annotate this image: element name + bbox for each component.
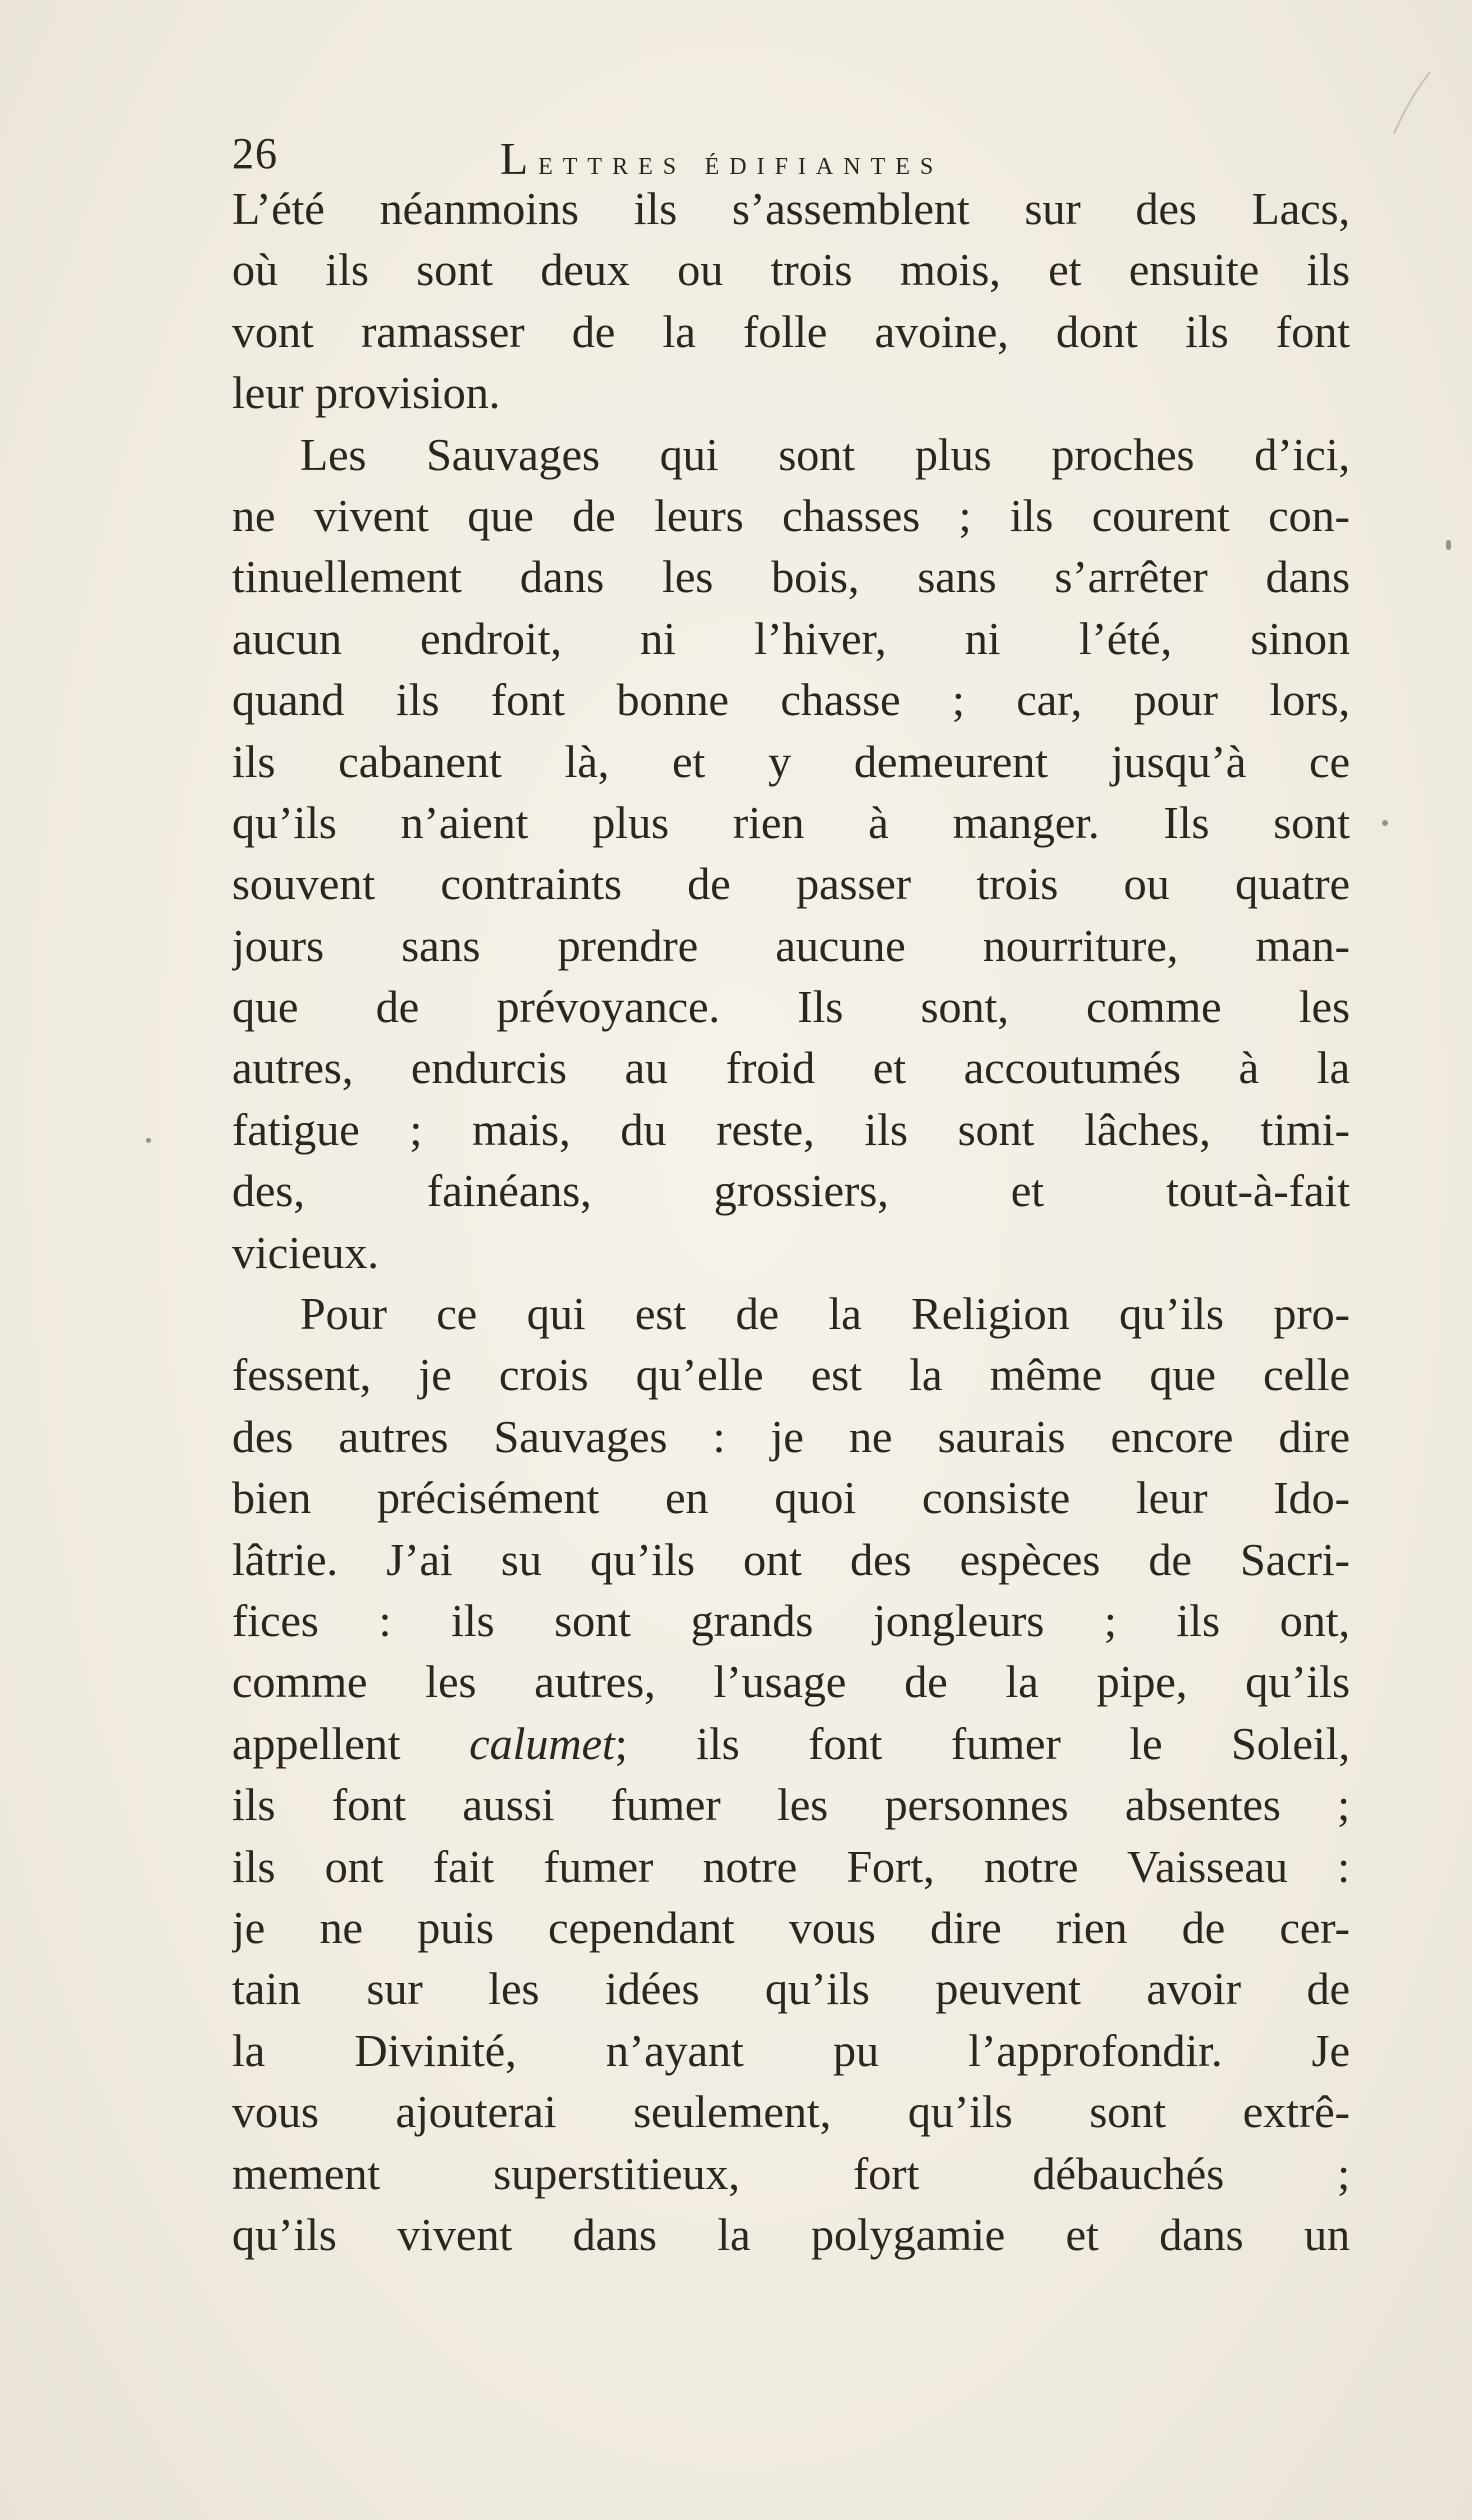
text-line: lâtrie. J’ai su qu’ils ont des espèces de Sacri- [232, 1533, 1350, 1585]
text-line: autres, endurcis au froid et accoutumés à la [232, 1042, 1350, 1094]
text-line: ils ont fait fumer notre Fort, notre Vaisseau : [232, 1840, 1350, 1892]
paragraph-start-line: Pour ce qui est de la Religion qu’ils pro- [300, 1288, 1350, 1340]
running-title: Lettres édifiantes [500, 133, 944, 184]
text-line: vont ramasser de la folle avoine, dont ils font [232, 305, 1350, 357]
text-line: des, fainéans, grossiers, et tout-à-fait [232, 1165, 1350, 1217]
text-line: jours sans prendre aucune nourriture, man- [232, 919, 1350, 971]
text-line: tain sur les idées qu’ils peuvent avoir de [232, 1963, 1350, 2015]
text-line: vicieux. [232, 1226, 379, 1278]
text-line: comme les autres, l’usage de la pipe, qu’ils [232, 1656, 1350, 1708]
text-line: où ils sont deux ou trois mois, et ensuite ils [232, 244, 1350, 296]
text-line: je ne puis cependant vous dire rien de cer- [232, 1901, 1350, 1953]
text-line: la Divinité, n’ayant pu l’approfondir. Je [232, 2024, 1350, 2076]
italic-word: calumet [469, 1717, 615, 1769]
paper-speck [1382, 820, 1388, 826]
paper-speck [146, 1138, 151, 1143]
paragraph-start-line: Les Sauvages qui sont plus proches d’ici, [300, 428, 1350, 480]
paper-speck [1446, 540, 1451, 550]
body-text [232, 178, 1350, 2265]
text-line: fices : ils sont grands jongleurs ; ils ont, [232, 1594, 1350, 1646]
text-line: qu’ils n’aient plus rien à manger. Ils sont [232, 796, 1350, 848]
text-line: bien précisément en quoi consiste leur Ido- [232, 1472, 1350, 1524]
text-line: appellent calumet; ils font fumer le Soleil, [232, 1717, 1350, 1769]
text-line: ils font aussi fumer les personnes absentes ; [232, 1779, 1350, 1831]
text-line: fessent, je crois qu’elle est la même que celle [232, 1349, 1350, 1401]
text-line: ne vivent que de leurs chasses ; ils courent con- [232, 489, 1350, 541]
text-line: que de prévoyance. Ils sont, comme les [232, 981, 1350, 1033]
text-line: des autres Sauvages : je ne saurais encore dire [232, 1410, 1350, 1462]
text-line: tinuellement dans les bois, sans s’arrêter dans [232, 551, 1350, 603]
text-line: vous ajouterai seulement, qu’ils sont extrê- [232, 2086, 1350, 2138]
text-line: aucun endroit, ni l’hiver, ni l’été, sinon [232, 612, 1350, 664]
text-line: mement superstitieux, fort débauchés ; [232, 2147, 1350, 2199]
text-line: souvent contraints de passer trois ou quatre [232, 858, 1350, 910]
page-number: 26 [232, 129, 278, 178]
text-line: ils cabanent là, et y demeurent jusqu’à ce [232, 735, 1350, 787]
text-line: quand ils font bonne chasse ; car, pour lors, [232, 674, 1350, 726]
text-line: leur provision. [232, 367, 501, 419]
text-line: fatigue ; mais, du reste, ils sont lâches, timi- [232, 1103, 1350, 1155]
text-line: L’été néanmoins ils s’assemblent sur des Lacs, [232, 183, 1350, 234]
text-line: qu’ils vivent dans la polygamie et dans un [232, 2208, 1350, 2260]
